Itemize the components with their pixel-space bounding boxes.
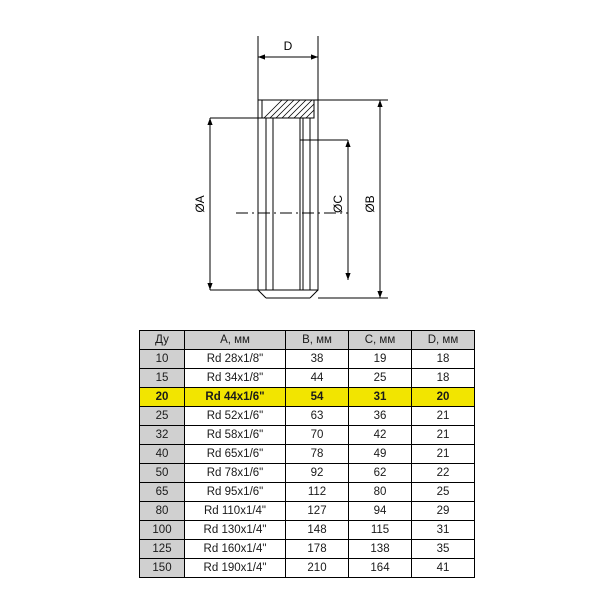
header-c: C, мм [349, 331, 412, 350]
cell-c: 138 [349, 540, 412, 559]
hatching [264, 100, 314, 118]
table-row [140, 407, 475, 426]
cell-b: 63 [286, 407, 349, 426]
cell-c: 19 [349, 350, 412, 369]
table-header [140, 331, 475, 350]
table-row [140, 483, 475, 502]
cell-a: Rd 95x1/6" [185, 483, 286, 502]
cell-d: 35 [412, 540, 475, 559]
cell-a: Rd 44x1/6" [185, 388, 286, 407]
arrow-c-bottom [345, 273, 350, 280]
specification-table [139, 330, 475, 578]
cell-a: Rd 34x1/8" [185, 369, 286, 388]
header-du: Ду [140, 331, 185, 350]
cell-b: 127 [286, 502, 349, 521]
cell-a: Rd 58x1/6" [185, 426, 286, 445]
cell-du: 50 [140, 464, 185, 483]
cell-c: 164 [349, 559, 412, 578]
cell-b: 38 [286, 350, 349, 369]
cell-d: 31 [412, 521, 475, 540]
cell-a: Rd 110x1/4" [185, 502, 286, 521]
table-header-row [140, 331, 475, 350]
cell-d: 18 [412, 350, 475, 369]
cell-d: 20 [412, 388, 475, 407]
table-row [140, 426, 475, 445]
cell-c: 25 [349, 369, 412, 388]
cell-du: 32 [140, 426, 185, 445]
cell-du: 25 [140, 407, 185, 426]
table-row [140, 464, 475, 483]
table-row-highlighted [140, 388, 475, 407]
cell-d: 21 [412, 426, 475, 445]
cell-du: 150 [140, 559, 185, 578]
body-outline [258, 100, 318, 290]
table-row [140, 559, 475, 578]
cell-c: 94 [349, 502, 412, 521]
cell-d: 22 [412, 464, 475, 483]
cell-c: 115 [349, 521, 412, 540]
cell-du: 15 [140, 369, 185, 388]
cell-c: 36 [349, 407, 412, 426]
arrow-b-bottom [377, 291, 382, 298]
arrow-a-top [207, 118, 212, 125]
cell-c: 42 [349, 426, 412, 445]
cell-d: 29 [412, 502, 475, 521]
cell-b: 112 [286, 483, 349, 502]
cell-a: Rd 28x1/8" [185, 350, 286, 369]
cell-a: Rd 52x1/6" [185, 407, 286, 426]
table-body [140, 350, 475, 578]
cell-a: Rd 65x1/6" [185, 445, 286, 464]
cell-b: 70 [286, 426, 349, 445]
cell-d: 21 [412, 407, 475, 426]
table-row [140, 369, 475, 388]
cell-du: 125 [140, 540, 185, 559]
cell-c: 31 [349, 388, 412, 407]
header-d: D, мм [412, 331, 475, 350]
cell-a: Rd 130x1/4" [185, 521, 286, 540]
cell-du: 40 [140, 445, 185, 464]
cell-du: 65 [140, 483, 185, 502]
table-row [140, 445, 475, 464]
header-a: A, мм [185, 331, 286, 350]
cell-d: 21 [412, 445, 475, 464]
table-row [140, 350, 475, 369]
label-diameter-b: ØB [363, 195, 377, 213]
label-diameter-a: ØA [193, 195, 207, 213]
arrow-d-left [258, 54, 265, 59]
cell-du: 80 [140, 502, 185, 521]
cell-b: 148 [286, 521, 349, 540]
cell-b: 178 [286, 540, 349, 559]
arrow-c-top [345, 140, 350, 147]
cell-c: 49 [349, 445, 412, 464]
table-row [140, 540, 475, 559]
cell-c: 62 [349, 464, 412, 483]
cell-b: 44 [286, 369, 349, 388]
arrow-b-top [377, 100, 382, 107]
body-top-section [262, 100, 314, 118]
cell-b: 54 [286, 388, 349, 407]
table-row [140, 502, 475, 521]
cell-d: 25 [412, 483, 475, 502]
arrow-d-right [311, 54, 318, 59]
arrow-a-bottom [207, 283, 212, 290]
label-d: D [283, 39, 293, 53]
chamfer-left [258, 290, 266, 298]
label-diameter-c: ØC [331, 195, 345, 213]
cell-b: 210 [286, 559, 349, 578]
cell-d: 41 [412, 559, 475, 578]
cell-b: 92 [286, 464, 349, 483]
table-row [140, 521, 475, 540]
cell-d: 18 [412, 369, 475, 388]
chamfer-right [310, 290, 318, 298]
header-b: B, мм [286, 331, 349, 350]
cell-b: 78 [286, 445, 349, 464]
cell-du: 10 [140, 350, 185, 369]
cell-du: 100 [140, 521, 185, 540]
cell-a: Rd 160x1/4" [185, 540, 286, 559]
cell-a: Rd 190x1/4" [185, 559, 286, 578]
cell-a: Rd 78x1/6" [185, 464, 286, 483]
cell-c: 80 [349, 483, 412, 502]
cell-du: 20 [140, 388, 185, 407]
